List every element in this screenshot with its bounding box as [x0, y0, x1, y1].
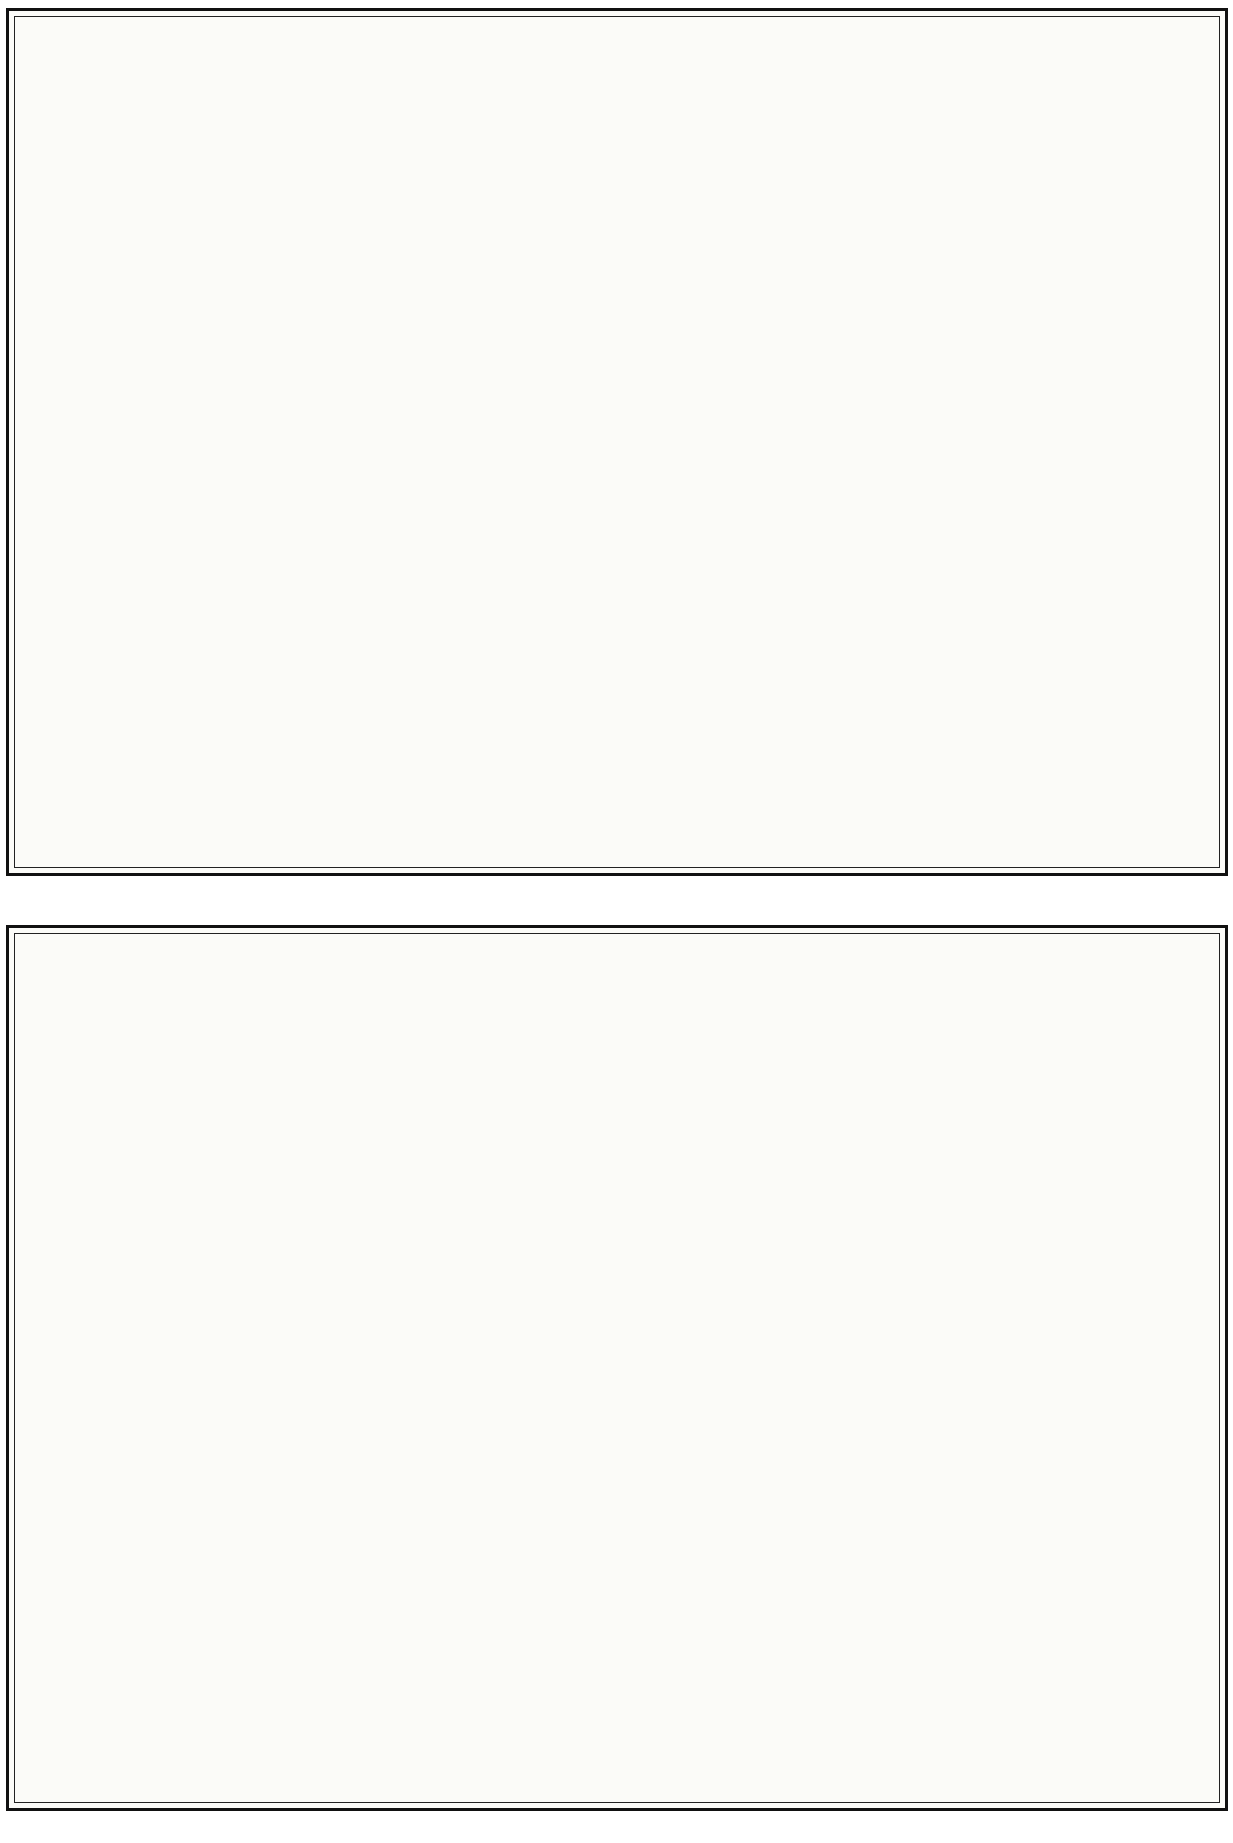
bottom-page-columns: [23, 942, 1211, 1794]
bottom-page: [6, 925, 1228, 1811]
top-page-columns: [23, 25, 1211, 859]
top-page: [6, 8, 1228, 876]
